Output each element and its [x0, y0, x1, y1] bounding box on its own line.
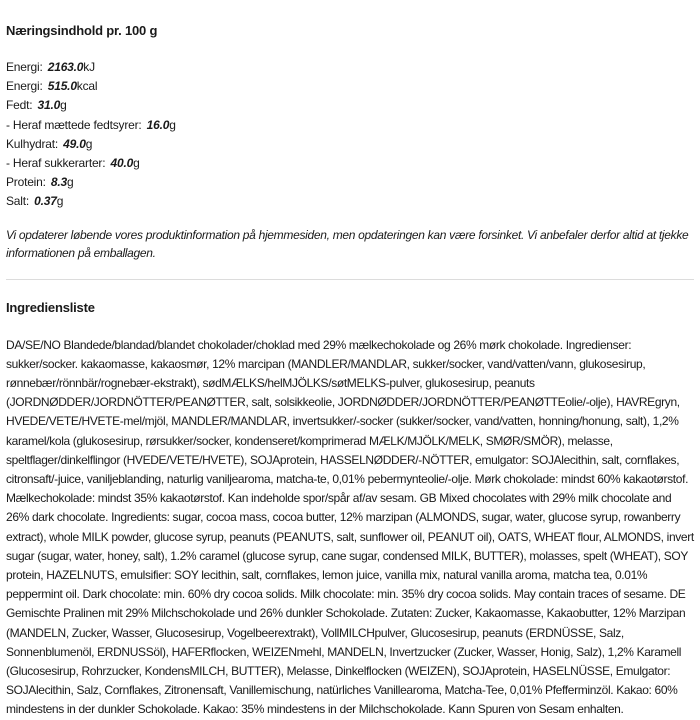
nutrition-label: Kulhydrat: — [6, 136, 59, 151]
nutrition-row-energy-kj — [6, 58, 694, 77]
nutrition-value: 40.0 — [110, 156, 134, 171]
nutrition-label: Salt: — [6, 194, 30, 209]
nutrition-value: 2163.0 — [47, 60, 84, 74]
ingredients-title: Ingrediensliste — [6, 299, 95, 315]
nutrition-value: 8.3 — [50, 175, 67, 190]
nutrition-unit: g — [67, 175, 74, 190]
section-divider — [6, 279, 694, 280]
nutrition-label: Energi: — [6, 60, 43, 74]
nutrition-unit: g — [85, 136, 93, 151]
nutrition-title: Næringsindhold pr. 100 g — [6, 23, 158, 38]
nutrition-label: - Heraf sukkerarter: — [6, 156, 106, 171]
nutrition-row-sugars — [6, 154, 694, 173]
nutrition-unit: g — [169, 117, 176, 132]
nutrition-unit: kcal — [76, 79, 98, 94]
nutrition-label: Energi: — [6, 79, 43, 94]
nutrition-value: 515.0 — [47, 79, 77, 94]
nutrition-label: Protein: — [6, 175, 46, 190]
nutrition-row-fat — [6, 96, 694, 115]
nutrition-unit: g — [133, 156, 140, 171]
nutrition-disclaimer: Vi opdaterer løbende vores produktinformation på hjemmesiden, men opdateringen kan være forsinket. Vi anbefaler derfor altid at tjekke informationen på emballagen. — [6, 227, 689, 260]
nutrition-row-saturated-fat — [6, 116, 694, 135]
nutrition-value: 0.37 — [34, 194, 57, 209]
nutrition-row-energy-kcal — [6, 77, 694, 96]
nutrition-unit: g — [56, 194, 64, 209]
nutrition-label: Fedt: — [6, 98, 33, 113]
nutrition-value: 16.0 — [146, 117, 170, 132]
nutrition-unit: g — [60, 98, 67, 113]
nutrition-label: - Heraf mættede fedtsyrer: — [6, 117, 142, 132]
nutrition-row-salt — [6, 192, 694, 211]
nutrition-value: 31.0 — [37, 98, 61, 113]
nutrition-row-carbohydrate — [6, 135, 694, 154]
nutrition-table — [6, 58, 694, 212]
nutrition-row-protein — [6, 173, 694, 192]
nutrition-value: 49.0 — [63, 136, 86, 151]
nutrition-unit: kJ — [83, 60, 95, 74]
ingredients-text: DA/SE/NO Blandede/blandad/blandet chokolader/choklad med 29% mælkechokolade og 26% mørk chokolade. Ingredienser: sukker/socker. kakaomasse, kakaosmør, 12% marcipan (MANDLER/MANDLAR, sukker/socker, vand/vatten/vann, glukosesirup, rønnebær/rönnbär/rognebær-ekstrakt), sødMÆLKS/helMJÖLKS/søtMELKS-pulver, glukosesirup, peanuts (JORDNØDDER/JORDNÖTTER/PEANØTTER, salt, solsikkeolie, JORDNØDDER/JORDNÖTTER/PEANØTTEolie/-olje), HAVREgryn, HVEDE/VETE/HVETE-mel/mjöl, MANDLER/MANDLAR, invertsukker/-socker (sukker/socker, vand/vatten, honning/honung, salt), 1,2% karamel/kola (glukosesirup, rørsukker/socker, kondenseret/komprimerad MÆLK/MJÖLK/MELK, SMØR/SMÖR), melasse, speltflager/dinkelflingor (HVEDE/VETE/HVETE), SOJAprotein, HASSELNØDDER/-NÖTTER, emulgator: SOJAlecithin, salt, cornflakes, citronsaft/-juice, vaniljeblanding, naturlig vaniljearoma, matcha-te, 0,01% pebermynteolie/-olje. Mørk chokolade: mindst 60% kakaotørstof. Mælkechokolade: mindst 35% kakaotørstof. Kan indeholde spor/spår af/av sesam. GB Mixed chocolates with 29% milk chocolate and 26% dark chocolate. Ingredients: sugar, cocoa mass, cocoa butter, 12% marzipan (ALMONDS, sugar, water, glucose syrup, rowanberry extract), whole MILK powder, glucose syrup, peanuts (PEANUTS, salt, sunflower oil, PEANUT oil), OATS, WHEAT flour, ALMONDS, invert sugar (sugar, water, honey, salt), 1.2% caramel (glucose syrup, cane sugar, condensed MILK, BUTTER), molasses, spelt (WHEAT), SOY protein, HAZELNUTS, emulsifier: SOY lecithin, salt, cornflakes, lemon juice, vanilla mix, natural vanilla aroma, matcha tea, 0.01% peppermint oil. Dark chocolate: min. 60% dry cocoa solids. Milk chocolate: min. 35% dry cocoa solids. May contain traces of sesame. DE Gemischte Pralinen mit 29% Milchschokolade und 26% dunkler Schokolade. Zutaten: Zucker, Kakaomasse, Kakaobutter, 12% Marzipan (MANDELN, Zucker, Wasser, Glucosesirup, Vogelbeerextrakt), VollMILCHpulver, Glucosesirup, peanuts (ERDNÜSSE, Salz, Sonnenblumenöl, ERDNUSSöl), HAFERflocken, WEIZENmehl, MANDELN, Invertzucker (Zucker, Wasser, Honig, Salz), 1,2% Karamell (Glucosesirup, Rohrzucker, KondensMILCH, BUTTER), Melasse, Dinkelflocken (WEIZEN), SOJAprotein, HASELNÜSSE, Emulgator: SOJAlecithin, Salz, Cornflakes, Zitronensaft, Vanillemischung, natürliches Vanillearoma, Matcha-Tee, 0,01% Pfefferminzöl. Kakao: 60% mindestens in der dunkler Schokolade. Kakao: 35% mindestens in der Milchschokolade. Kann Spuren von Sesam enhalten. — [6, 337, 694, 717]
